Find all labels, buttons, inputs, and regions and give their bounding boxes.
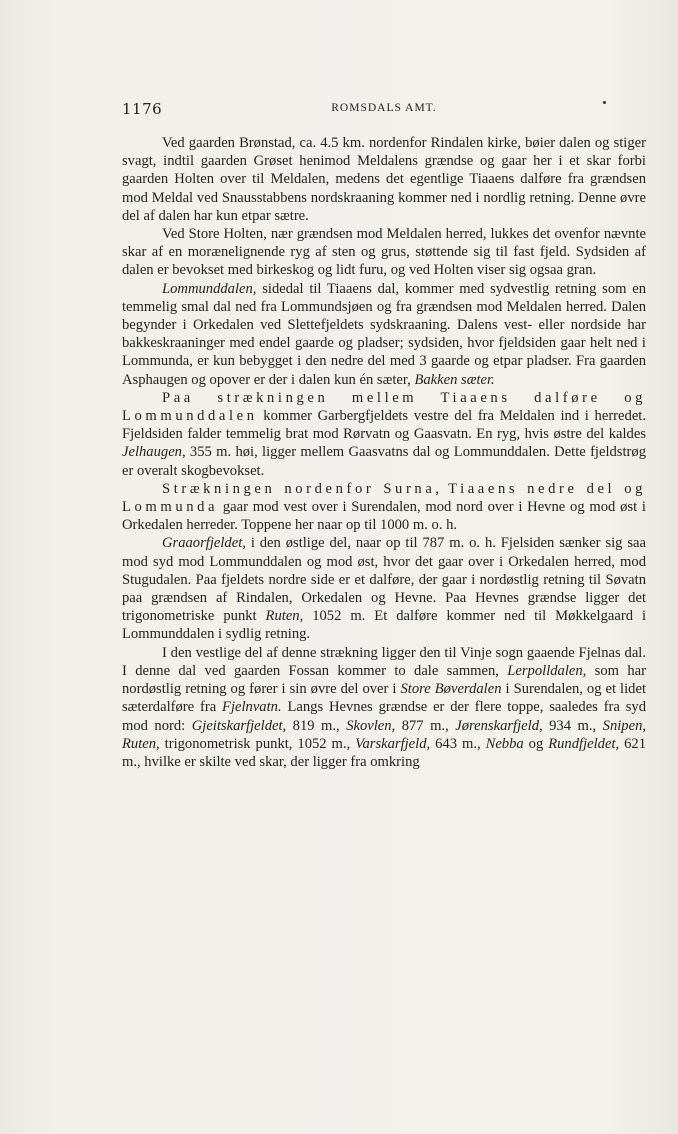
paragraph-7 xyxy=(122,644,646,771)
paragraph-4 xyxy=(122,389,646,480)
paragraph-3-text: sidedal til Tiaaens dal, kommer med sydvestlig retning som en temmelig smal dal ned fra Lommundsjøen og fra grændsen mod Meldalen herred. Dalen begynder i Orkedalen ved Slettefjeldets sydskraaning. Dalens vest- eller nordside har bakkeskraaninger med endel gaarde og pladser; sydsiden, hvor fjeldsiden gaar helt ned i Lommunda, er kun bebygget i den nedre del med 3 gaarde og etpar pladser. Fra gaarden Asphaugen og opover er der i dalen kun én sæter, xyxy=(122,280,646,388)
paragraph-7-text-d: Langs Hevnes grændse er der flere toppe, saaledes fra syd mod nord: xyxy=(122,699,647,734)
running-title: ROMSDALS AMT. xyxy=(331,102,437,114)
paragraph-1: Ved gaarden Brønstad, ca. 4.5 km. nordenfor Rindalen kirke, bøier dalen og stiger svagt, indtil gaarden Grøset henimod Meldalens grændse og gaar her i et skar forbi gaarden Holten over til Meldalen, medens det egentlige Tiaaens dalføre fra grændsen mod Meldal ved Snausstabbens nordskraaning kommer ned i nordlig retning. Denne øvre del af dalen har kun etpar sætre. xyxy=(122,135,646,224)
paragraph-7-text-a: I den vestlige del af denne strækning ligger den til Vinje sogn gaaende Fjelnas dal. I denne dal ved gaarden Fossan kommer to dale sammen, xyxy=(122,644,646,679)
body-text xyxy=(122,134,646,771)
paragraph-6 xyxy=(122,534,646,643)
paragraph-6-text-b: 1052 m. Et dalføre kommer ned til Møkkelgaard i Lommunddalen i sydlig retning. xyxy=(122,608,646,643)
spaced-heading-a: Strækningen nordenfor Surna, xyxy=(162,480,443,497)
spaced-heading-b: Tiaaens nedre del og Lommunda xyxy=(122,480,647,516)
place-name-store-boverdalen: Store Bøverdalen xyxy=(400,681,502,698)
paragraph-7-text-h: trigonometrisk punkt, 1052 m., xyxy=(159,735,356,752)
place-name-jelhaugen: Jelhaugen, xyxy=(122,444,186,461)
paragraph-7-text-k: 621 m., hvilke er skilte ved skar, der ligger fra omkring xyxy=(122,735,647,770)
place-name-graaorfjeldet: Graaorfjeldet, xyxy=(162,535,246,552)
place-name-gjeitskarfjeldet: Gjeitskarfjeldet, xyxy=(191,717,287,734)
paragraph-2: Ved Store Holten, nær grændsen mod Meldalen herred, lukkes det ovenfor nævnte skar af en morænelignende ryg af sten og grus, støttende sig til fast fjeld. Sydsiden af dalen er bevokset med birkeskog og lidt furu, og ved Holten viser sig ogsaa gran. xyxy=(122,226,646,279)
place-name-lommunddalen: Lommunddalen, xyxy=(162,280,257,297)
place-name-jorenskarfjeld: Jørenskarfjeld, xyxy=(455,717,543,734)
place-name-lerpolldalen: Lerpolldalen, xyxy=(507,662,587,679)
place-name-rundfjeldet: Rundfjeldet, xyxy=(548,735,620,752)
place-name-snipen-ruten: Snipen, Ruten, xyxy=(122,717,647,752)
paragraph-7-text-j: og xyxy=(523,735,549,752)
paragraph-7-text-c: i Surendalen, og et lidet sæterdalføre fra xyxy=(122,681,647,716)
place-name-bakken-saeter: Bakken sæter. xyxy=(414,371,495,388)
paragraph-6-text-a: i den østlige del, naar op til 787 m. o. h. Fjelsiden sænker sig saa mod syd mod Lommunddalen og mod øst, hvor det gaar over i Orkedalen herred, mod Stugudalen. Paa fjeldets nordre side er et dalføre, der gaar i nordøstlig retning til Søvatn paa grændsen af Rindalen, Orkedalen og Hevne. Paa Hevnes grændse ligger det trigonometriske punkt xyxy=(122,535,646,625)
paragraph-5-text: gaar mod vest over i Surendalen, mod nord over i Hevne og mod øst i Orkedalen herreder. Toppene her naar op til 1000 m. o. h. xyxy=(122,499,646,534)
paragraph-5 xyxy=(122,480,646,535)
page-number: 1176 xyxy=(122,100,163,118)
paragraph-7-text-g: 934 m., xyxy=(542,717,603,734)
paragraph-7-text-f: 877 m., xyxy=(395,717,456,734)
paragraph-7-text-i: 643 m., xyxy=(430,735,486,752)
page-header xyxy=(122,100,646,124)
paragraph-7-text-b: som har nordøstlig retning og fører i sin øvre del over i xyxy=(122,662,646,698)
paragraph-3 xyxy=(122,280,646,389)
place-name-nebba: Nebba xyxy=(485,735,524,752)
paragraph-7-text-e: 819 m., xyxy=(286,717,347,734)
place-name-varskarfjeld: Varskarfjeld, xyxy=(355,735,431,752)
paragraph-4-text-a: kommer Garbergfjeldets vestre del fra Meldalen ind i herredet. Fjeldsiden falder temmelig brat mod Rørvatn og Gaasvatn. En ryg, hvis østre del kaldes xyxy=(122,408,646,443)
spaced-heading: Paa strækningen mellem Tiaaens dalføre og Lommunddalen xyxy=(122,389,646,425)
paragraph-4-text-b: 355 m. høi, ligger mellem Gaasvatns dal og Lommunddalen. Dette fjeldstrøg er overalt skogbevokset. xyxy=(122,444,646,479)
place-name-skovlen: Skovlen, xyxy=(346,717,396,734)
place-name-fjelnvatn: Fjelnvatn. xyxy=(222,699,282,716)
place-name-ruten: Ruten, xyxy=(265,608,304,625)
